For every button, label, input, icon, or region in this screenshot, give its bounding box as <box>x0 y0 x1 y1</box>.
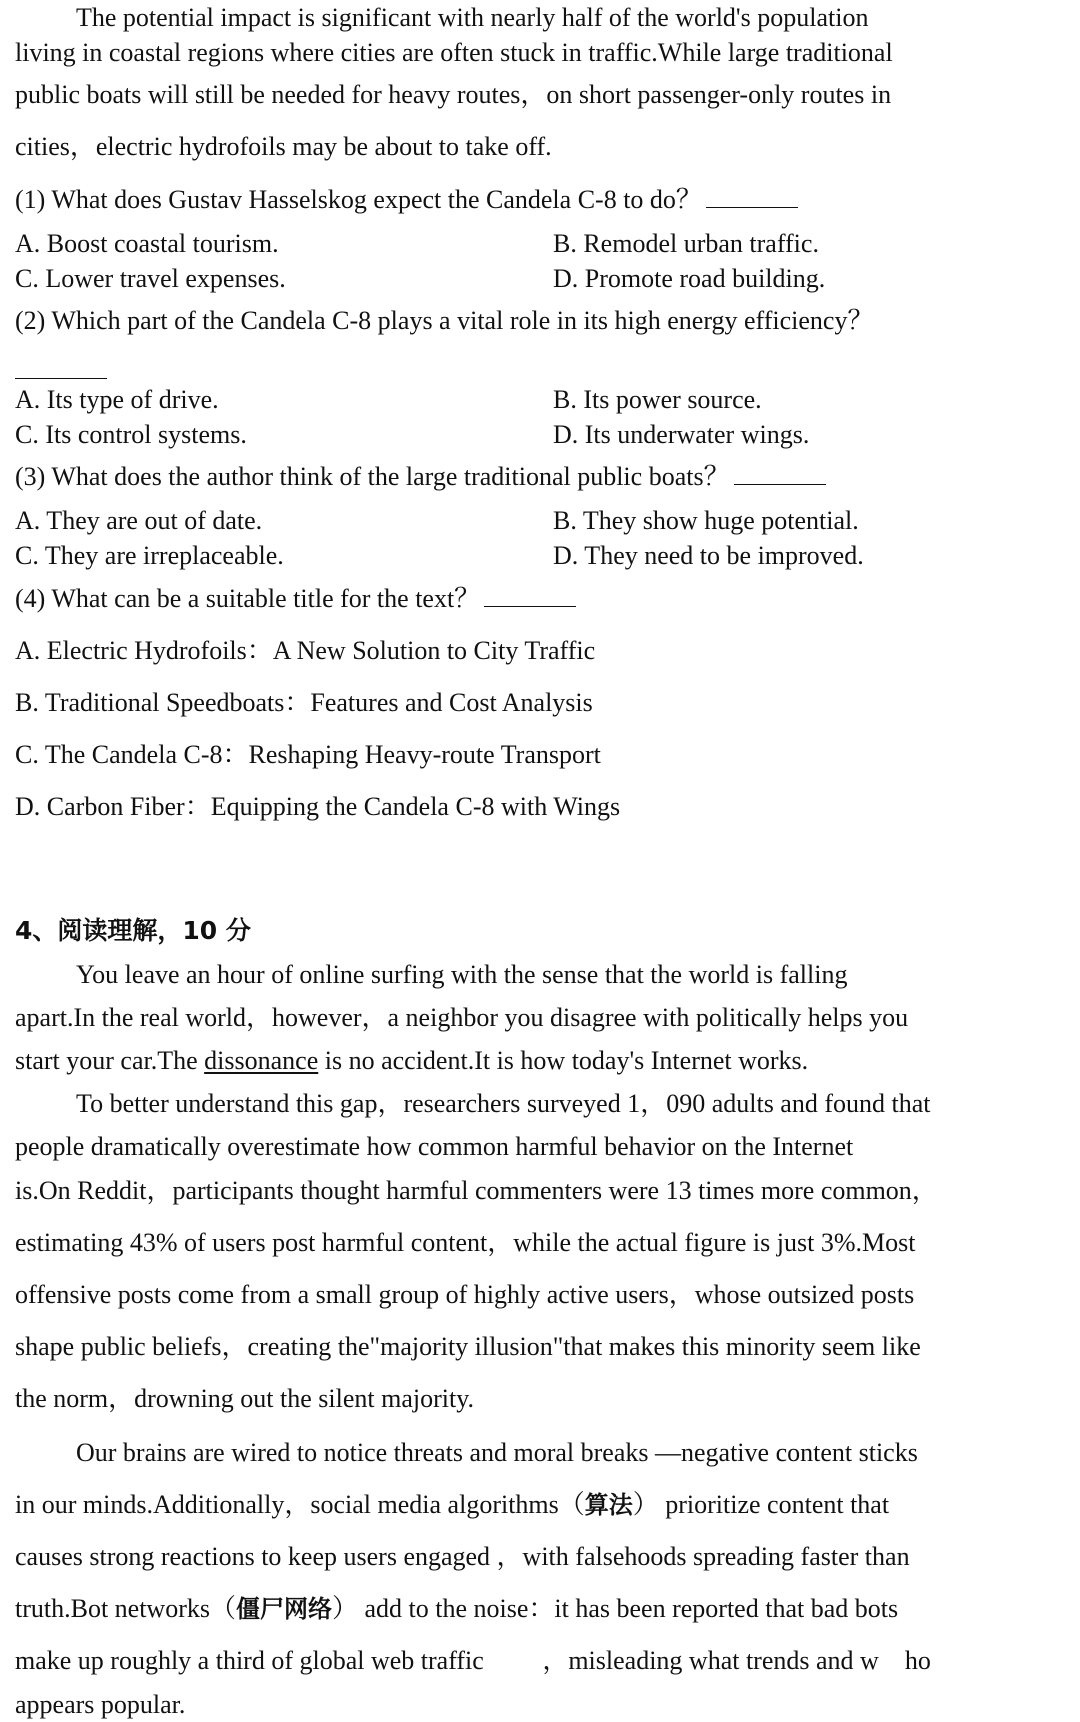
option-b: B. Remodel urban traffic. <box>553 229 819 258</box>
answer-blank[interactable] <box>15 378 107 379</box>
option-d: D. Promote road building. <box>553 264 826 293</box>
passage-line: cities，electric hydrofoils may be about to take off. <box>15 132 552 161</box>
option-d: D. Carbon Fiber：Equipping the Candela C-8 with Wings <box>15 792 621 821</box>
paragraph-line: offensive posts come from a small group of highly active users，whose outsized posts <box>15 1280 915 1309</box>
underlined-word: dissonance <box>204 1046 319 1075</box>
option-c: C. Its control systems. <box>15 420 247 449</box>
option-b: B. Traditional Speedboats：Features and Cost Analysis <box>15 688 593 717</box>
paragraph-line: make up roughly a third of global web traffic ，misleading what trends and w ho <box>15 1646 931 1675</box>
paragraph-line: shape public beliefs，creating the"majority illusion"that makes this minority seem like <box>15 1332 921 1361</box>
paragraph-line: start your car.The dissonance is no accident.It is how today's Internet works. <box>15 1046 809 1075</box>
option-a: A. They are out of date. <box>15 506 263 535</box>
paragraph-line: To better understand this gap，researchers surveyed 1，090 adults and found that <box>76 1089 931 1118</box>
option-a: A. Boost coastal tourism. <box>15 229 279 258</box>
section-heading: 4、阅读理解，10 分 <box>15 916 251 945</box>
option-b: B. They show huge potential. <box>553 506 859 535</box>
question-3: (3) What does the author think of the large traditional public boats？ <box>15 462 826 492</box>
question-4: (4) What can be a suitable title for the text？ <box>15 584 576 614</box>
paragraph-line: estimating 43% of users post harmful content，while the actual figure is just 3%.Most <box>15 1228 916 1257</box>
answer-blank[interactable] <box>484 584 576 607</box>
option-a: A. Its type of drive. <box>15 385 219 414</box>
paragraph-line: causes strong reactions to keep users engaged ，with falsehoods spreading faster than <box>15 1542 910 1571</box>
passage-line: The potential impact is significant with nearly half of the world's population <box>76 3 869 32</box>
option-b: B. Its power source. <box>553 385 762 414</box>
question-2: (2) Which part of the Candela C-8 plays a vital role in its high energy efficiency？ <box>15 306 874 335</box>
paragraph-line: people dramatically overestimate how common harmful behavior on the Internet <box>15 1132 854 1161</box>
paragraph-line: appears popular. <box>15 1690 186 1719</box>
option-d: D. Its underwater wings. <box>553 420 810 449</box>
paragraph-line: the norm，drowning out the silent majority. <box>15 1384 475 1413</box>
paragraph-line: apart.In the real world，however，a neighbor you disagree with politically helps you <box>15 1003 909 1032</box>
passage-line: public boats will still be needed for heavy routes，on short passenger-only routes in <box>15 80 892 109</box>
option-c: C. The Candela C-8：Reshaping Heavy-route Transport <box>15 740 601 769</box>
paragraph-line: in our minds.Additionally，social media algorithms（算法） prioritize content that <box>15 1490 890 1519</box>
answer-blank[interactable] <box>734 462 826 485</box>
paragraph-line: truth.Bot networks（僵尸网络） add to the noise：it has been reported that bad bots <box>15 1594 899 1623</box>
option-c: C. Lower travel expenses. <box>15 264 286 293</box>
option-a: A. Electric Hydrofoils：A New Solution to City Traffic <box>15 636 596 665</box>
paragraph-line: You leave an hour of online surfing with the sense that the world is falling <box>76 960 848 989</box>
option-d: D. They need to be improved. <box>553 541 864 570</box>
paragraph-line: is.On Reddit，participants thought harmful commenters were 13 times more common， <box>15 1176 938 1205</box>
paragraph-line: Our brains are wired to notice threats and moral breaks —negative content sticks <box>76 1438 918 1467</box>
option-c: C. They are irreplaceable. <box>15 541 284 570</box>
question-1: (1) What does Gustav Hasselskog expect the Candela C-8 to do？ <box>15 185 798 215</box>
passage-line: living in coastal regions where cities are often stuck in traffic.While large traditional <box>15 38 893 67</box>
answer-blank[interactable] <box>706 185 798 208</box>
